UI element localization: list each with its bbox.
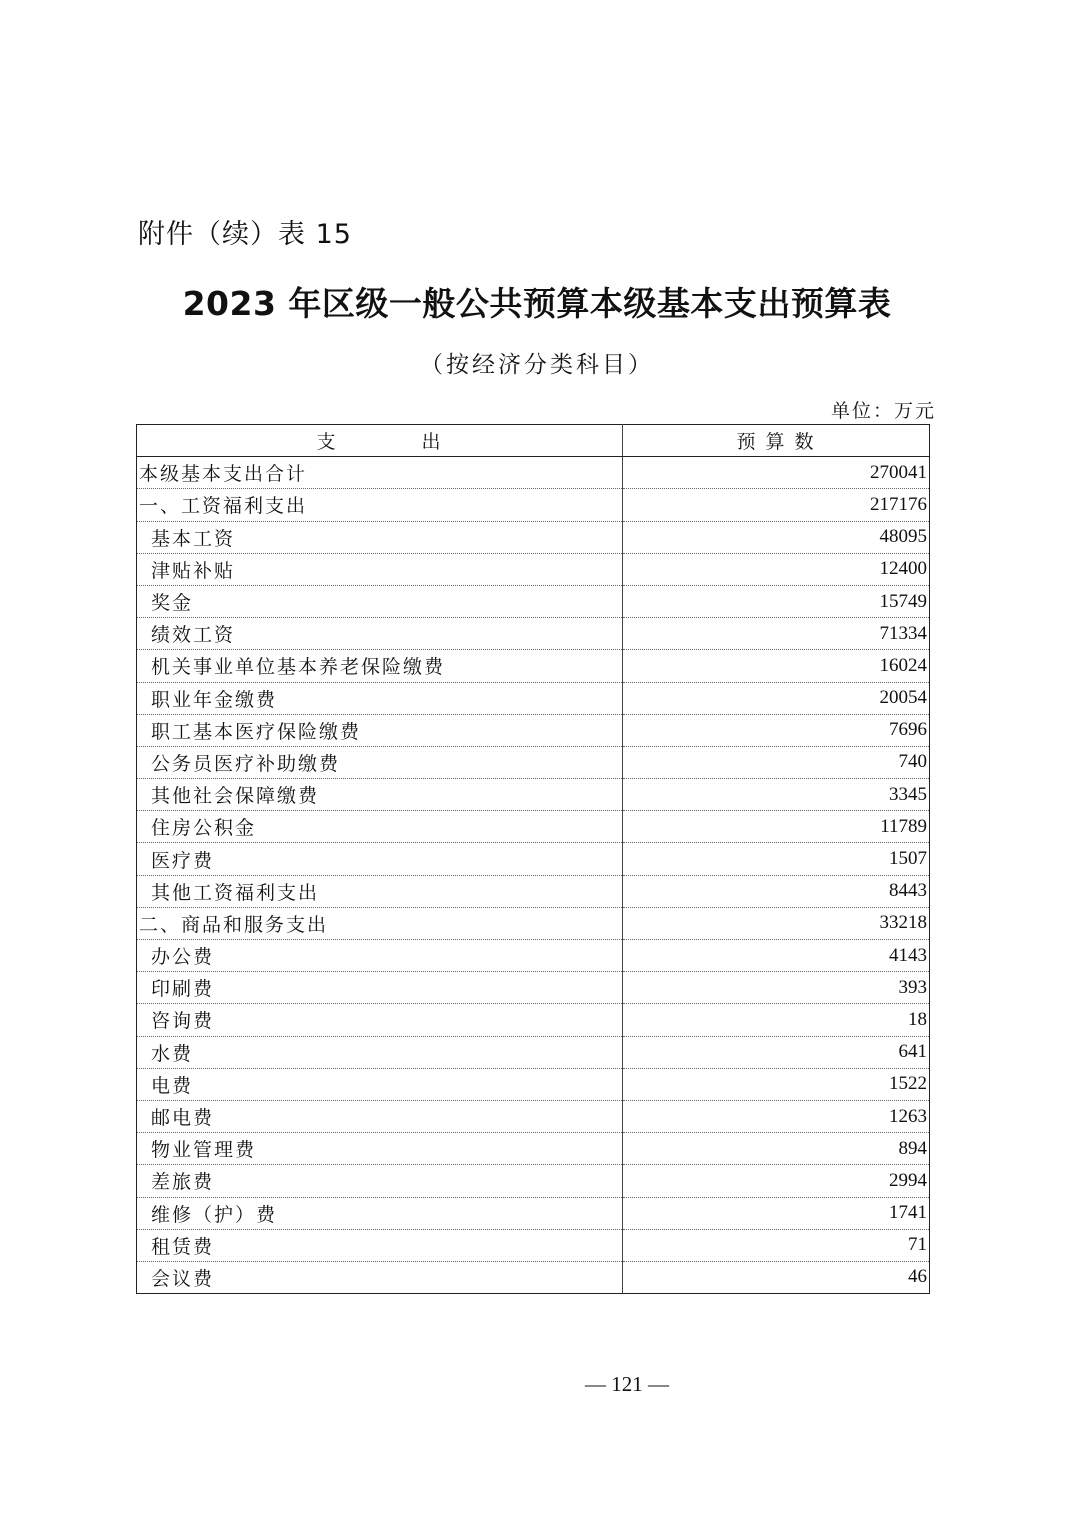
table-row bbox=[137, 1100, 930, 1132]
row-item-name: 邮电费 bbox=[137, 1100, 623, 1132]
table-row bbox=[137, 1261, 930, 1293]
row-budget-value: 2994 bbox=[623, 1165, 930, 1197]
row-budget-value: 15749 bbox=[623, 585, 930, 617]
table-row bbox=[137, 1036, 930, 1068]
row-item-name: 印刷费 bbox=[137, 972, 623, 1004]
row-item-name: 一、工资福利支出 bbox=[137, 489, 623, 521]
row-item-name: 津贴补贴 bbox=[137, 553, 623, 585]
row-item-name: 公务员医疗补助缴费 bbox=[137, 746, 623, 778]
row-budget-value: 46 bbox=[908, 1266, 927, 1288]
budget-table bbox=[136, 424, 930, 1294]
attachment-label: 附件（续）表 15 bbox=[138, 219, 352, 250]
table-row bbox=[137, 843, 930, 875]
row-item-name: 绩效工资 bbox=[137, 618, 623, 650]
header-expenditure: 支 出 bbox=[137, 425, 623, 457]
table-row bbox=[137, 521, 930, 553]
table-row bbox=[137, 907, 930, 939]
row-item-name: 基本工资 bbox=[137, 521, 623, 553]
table-row bbox=[137, 972, 930, 1004]
table-row bbox=[137, 1133, 930, 1165]
row-item-name: 维修（护）费 bbox=[137, 1197, 623, 1229]
table-row bbox=[137, 779, 930, 811]
row-budget-value: 1507 bbox=[623, 843, 930, 875]
row-item-name: 电费 bbox=[137, 1068, 623, 1100]
row-budget-value: 71334 bbox=[623, 618, 930, 650]
row-budget-value: 8443 bbox=[623, 875, 930, 907]
table-row bbox=[137, 1229, 930, 1261]
row-budget-value: 1263 bbox=[623, 1100, 930, 1132]
row-budget-value: 393 bbox=[623, 972, 930, 1004]
row-item-name: 租赁费 bbox=[137, 1229, 623, 1261]
table-row bbox=[137, 1068, 930, 1100]
row-item-name: 职业年金缴费 bbox=[137, 682, 623, 714]
table-row bbox=[137, 1197, 930, 1229]
row-budget-value: 20054 bbox=[623, 682, 930, 714]
table-row bbox=[137, 714, 930, 746]
row-budget-value: 1741 bbox=[623, 1197, 930, 1229]
table-row bbox=[137, 489, 930, 521]
row-budget-value: 71 bbox=[623, 1229, 930, 1261]
row-budget-value: 11789 bbox=[623, 811, 930, 843]
row-budget-value: 894 bbox=[623, 1133, 930, 1165]
table-row bbox=[137, 1165, 930, 1197]
row-item-name: 物业管理费 bbox=[137, 1133, 623, 1165]
row-item-name: 二、商品和服务支出 bbox=[137, 907, 623, 939]
row-budget-value: 12400 bbox=[623, 553, 930, 585]
row-item-name: 水费 bbox=[137, 1036, 623, 1068]
row-budget-value: 217176 bbox=[623, 489, 930, 521]
row-item-name: 职工基本医疗保险缴费 bbox=[137, 714, 623, 746]
row-budget-value: 270041 bbox=[623, 457, 930, 489]
row-item-name: 差旅费 bbox=[137, 1165, 623, 1197]
row-item-name: 医疗费 bbox=[137, 843, 623, 875]
document-title: 2023 年区级一般公共预算本级基本支出预算表 bbox=[182, 284, 892, 323]
row-budget-value: 48095 bbox=[623, 521, 930, 553]
row-item-name: 办公费 bbox=[137, 940, 623, 972]
row-item-name: 咨询费 bbox=[137, 1004, 623, 1036]
row-budget-value: 1522 bbox=[623, 1068, 930, 1100]
row-item-name: 机关事业单位基本养老保险缴费 bbox=[137, 650, 623, 682]
row-item-name: 其他工资福利支出 bbox=[137, 875, 623, 907]
document-subtitle: （按经济分类科目） bbox=[420, 352, 654, 378]
row-budget-value: 4143 bbox=[623, 940, 930, 972]
table-row bbox=[137, 940, 930, 972]
table-row bbox=[137, 585, 930, 617]
table-row bbox=[137, 682, 930, 714]
row-budget-value: 3345 bbox=[623, 779, 930, 811]
table-body bbox=[137, 457, 930, 1294]
row-budget-value: 7696 bbox=[623, 714, 930, 746]
row-budget-value: 18 bbox=[623, 1004, 930, 1036]
header-budget-amount: 预 算 数 bbox=[623, 425, 930, 457]
table-row bbox=[137, 1004, 930, 1036]
table-row bbox=[137, 746, 930, 778]
row-item-name: 其他社会保障缴费 bbox=[137, 779, 623, 811]
row-item-name: 本级基本支出合计 bbox=[137, 457, 623, 489]
table-row bbox=[137, 650, 930, 682]
table-row bbox=[137, 618, 930, 650]
table-row bbox=[137, 811, 930, 843]
row-budget-value: 641 bbox=[623, 1036, 930, 1068]
row-budget-value: 16024 bbox=[623, 650, 930, 682]
unit-label: 单位：万元 bbox=[830, 400, 936, 422]
page-number: — 121 — bbox=[585, 1372, 669, 1396]
table-row bbox=[137, 875, 930, 907]
row-item-name: 会议费 bbox=[137, 1261, 623, 1293]
row-item-name: 奖金 bbox=[137, 585, 623, 617]
row-item-name: 住房公积金 bbox=[137, 811, 623, 843]
table-header-row bbox=[137, 425, 930, 457]
row-budget-value: 33218 bbox=[623, 907, 930, 939]
table-row bbox=[137, 457, 930, 489]
table-row bbox=[137, 553, 930, 585]
row-budget-value: 740 bbox=[623, 746, 930, 778]
